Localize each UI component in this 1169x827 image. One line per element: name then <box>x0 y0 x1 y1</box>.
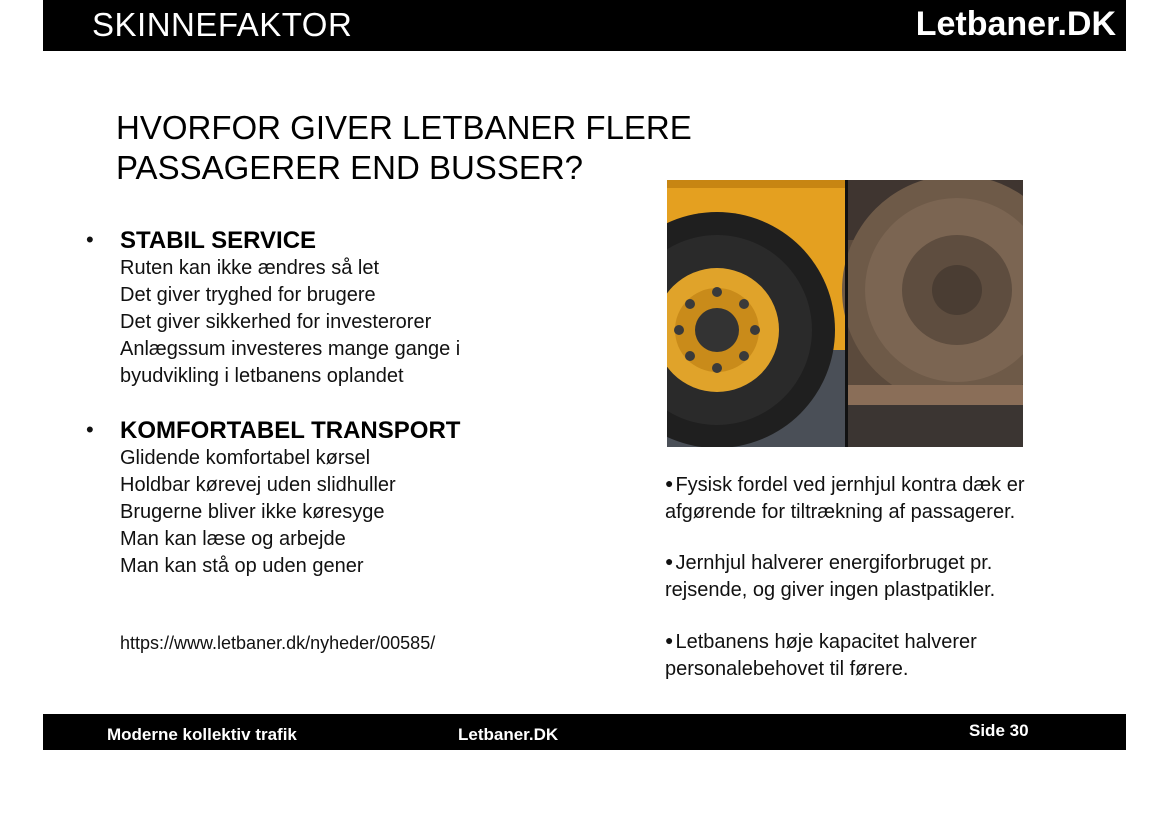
right-bullet-line: rejsende, og giver ingen plastpatikler. <box>665 579 996 601</box>
header-title: SKINNEFAKTOR <box>92 6 353 43</box>
right-bullet-line: Letbanens høje kapacitet halverer <box>675 631 977 653</box>
slide-title <box>116 108 692 188</box>
bullet-line: Man kan læse og arbejde <box>120 528 346 550</box>
bullet-dot: ● <box>665 553 674 569</box>
footer-bar <box>43 714 1126 750</box>
bullet-line: Det giver sikkerhed for investerorer <box>120 311 432 333</box>
source-link[interactable]: https://www.letbaner.dk/nyheder/00585/ <box>120 633 436 653</box>
bullet-line: Anlægssum investeres mange gange i <box>120 338 461 360</box>
right-bullet <box>665 627 1105 683</box>
page-number: Side 30 <box>969 721 1029 740</box>
footer-tagline: Moderne kollektiv trafik <box>107 725 297 744</box>
right-bullet <box>665 548 1105 604</box>
bullet-komfortabel-transport <box>86 417 646 580</box>
bullet-line: byudvikling i letbanens oplandet <box>120 365 404 387</box>
bullet-heading: KOMFORTABEL TRANSPORT <box>120 417 461 444</box>
bullet-dot: ● <box>665 475 674 491</box>
wheel-comparison-photo <box>667 180 1023 447</box>
slide-title-line-1: HVORFOR GIVER LETBANER FLERE <box>116 109 692 146</box>
footer-brand: Letbaner.DK <box>458 725 559 744</box>
header-bar <box>43 0 1126 51</box>
bullet-heading: STABIL SERVICE <box>120 227 317 254</box>
bullet-line: Brugerne bliver ikke køresyge <box>120 501 385 523</box>
bullet-dot: • <box>86 417 94 442</box>
header-brand: Letbaner.DK <box>915 5 1116 43</box>
bullet-stabil-service <box>86 227 646 390</box>
bullet-dot: ● <box>665 632 674 648</box>
bullet-line: Ruten kan ikke ændres så let <box>120 257 380 279</box>
right-bullet-line: personalebehovet til førere. <box>665 658 909 680</box>
bullet-line: Holdbar kørevej uden slidhuller <box>120 474 396 496</box>
right-bullet-line: Fysisk fordel ved jernhjul kontra dæk er <box>675 474 1025 496</box>
slide-title-line-2: PASSAGERER END BUSSER? <box>116 149 584 186</box>
right-bullet-line: Jernhjul halverer energiforbruget pr. <box>675 552 993 574</box>
bullet-line: Glidende komfortabel kørsel <box>120 447 371 469</box>
right-bullet-line: afgørende for tiltrækning af passagerer. <box>665 501 1016 523</box>
bullet-dot: • <box>86 227 94 252</box>
bullet-line: Man kan stå op uden gener <box>120 555 364 577</box>
bullet-line: Det giver tryghed for brugere <box>120 284 376 306</box>
right-bullet <box>665 470 1105 526</box>
